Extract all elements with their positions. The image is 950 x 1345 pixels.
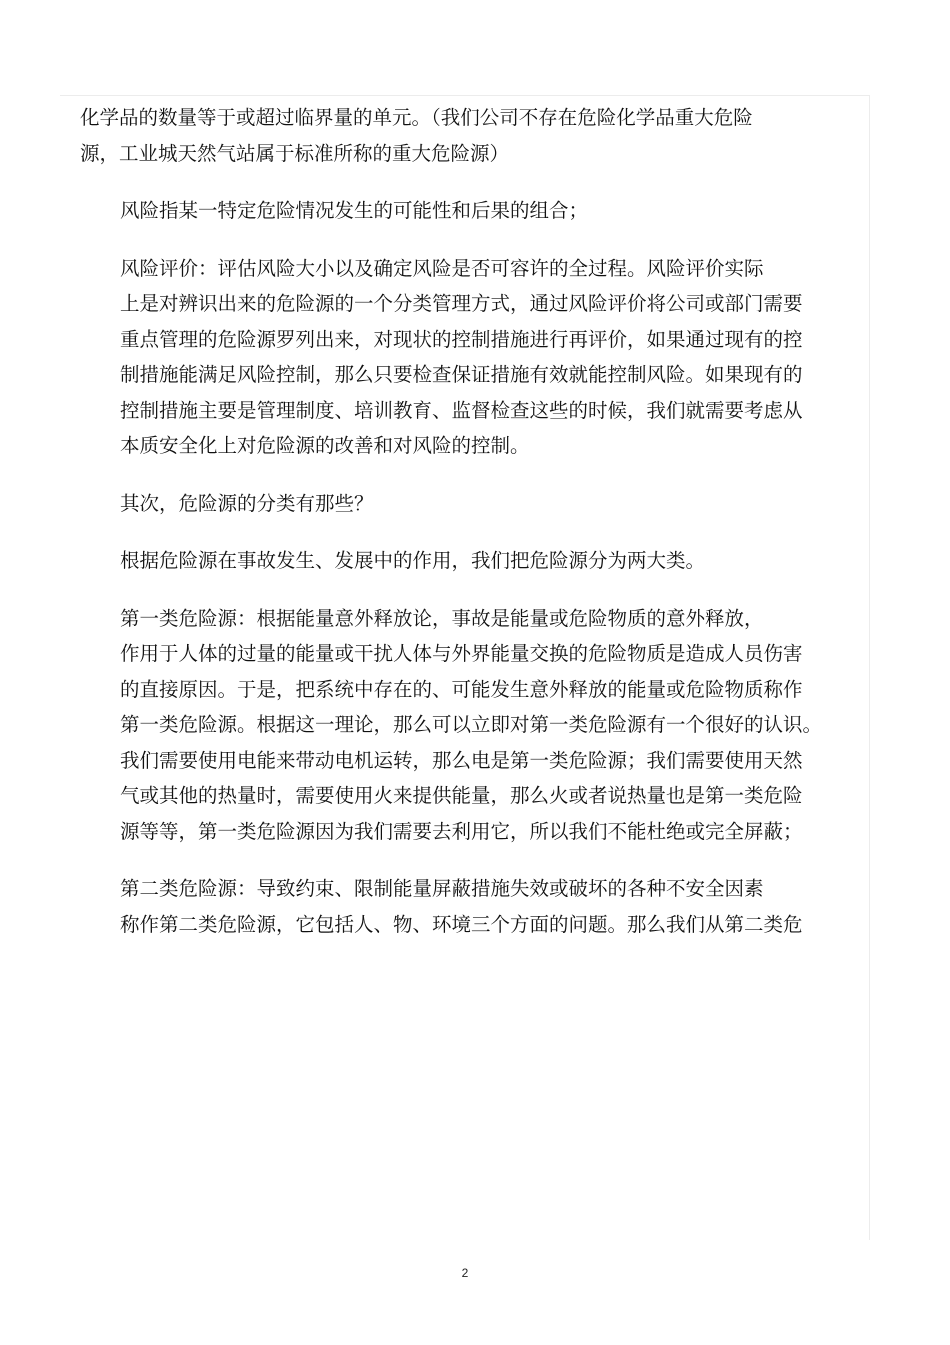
text-line: 第一类危险源。根据这一理论，那么可以立即对第一类危险源有一个很好的认识。 [120, 713, 823, 736]
paragraph-risk-definition [80, 193, 840, 229]
paragraph-major-hazard-definition [80, 100, 840, 171]
paragraph-first-category-hazard [80, 601, 840, 850]
text-line: 源，工业城天然气站属于标准所称的重大危险源） [80, 141, 510, 165]
document-body [80, 100, 840, 964]
paragraph-two-categories [80, 543, 840, 579]
text-line: 气或其他的热量时，需要使用火来提供能量，那么火或者说热量也是第一类危险 [120, 784, 803, 807]
text-line: 我们需要使用电能来带动电机运转，那么电是第一类危险源；我们需要使用天然 [120, 748, 803, 772]
text-line: 制措施能满足风险控制，那么只要检查保证措施有效就能控制风险。如果现有的 [120, 363, 803, 386]
text-line: 的直接原因。于是，把系统中存在的、可能发生意外释放的能量或危险物质称作 [120, 677, 803, 701]
text-line: 重点管理的危险源罗列出来，对现状的控制措施进行再评价，如果通过现有的控 [120, 327, 803, 351]
text-line: 其次，危险源的分类有那些？ [120, 491, 374, 515]
text-line: 本质安全化上对危险源的改善和对风险的控制。 [120, 434, 530, 457]
text-line: 化学品的数量等于或超过临界量的单元。（我们公司不存在危险化学品重大危险 [80, 106, 753, 129]
text-line: 根据危险源在事故发生、发展中的作用，我们把危险源分为两大类。 [120, 549, 706, 572]
text-line: 作用于人体的过量的能量或干扰人体与外界能量交换的危险物质是造成人员伤害 [120, 642, 803, 665]
text-line: 风险指某一特定危险情况发生的可能性和后果的组合； [120, 199, 589, 222]
text-line: 第二类危险源：导致约束、限制能量屏蔽措施失效或破坏的各种不安全因素 [120, 877, 764, 900]
text-line: 风险评价：评估风险大小以及确定风险是否可容许的全过程。风险评价实际 [120, 256, 764, 280]
text-line: 第一类危险源：根据能量意外释放论，事故是能量或危险物质的意外释放， [120, 606, 764, 630]
text-line: 源等等，第一类危险源因为我们需要去利用它，所以我们不能杜绝或完全屏蔽； [120, 819, 803, 843]
text-line: 上是对辨识出来的危险源的一个分类管理方式，通过风险评价将公司或部门需要 [120, 292, 803, 315]
text-line: 称作第二类危险源，它包括人、物、环境三个方面的问题。那么我们从第二类危 [120, 912, 803, 936]
paragraph-second-category-hazard [80, 871, 840, 942]
text-line: 控制措施主要是管理制度、培训教育、监督检查这些的时候，我们就需要考虑从 [120, 398, 803, 422]
paragraph-hazard-classification-question [80, 486, 840, 522]
page-number: 2 [461, 1266, 469, 1280]
paragraph-risk-assessment [80, 251, 840, 464]
